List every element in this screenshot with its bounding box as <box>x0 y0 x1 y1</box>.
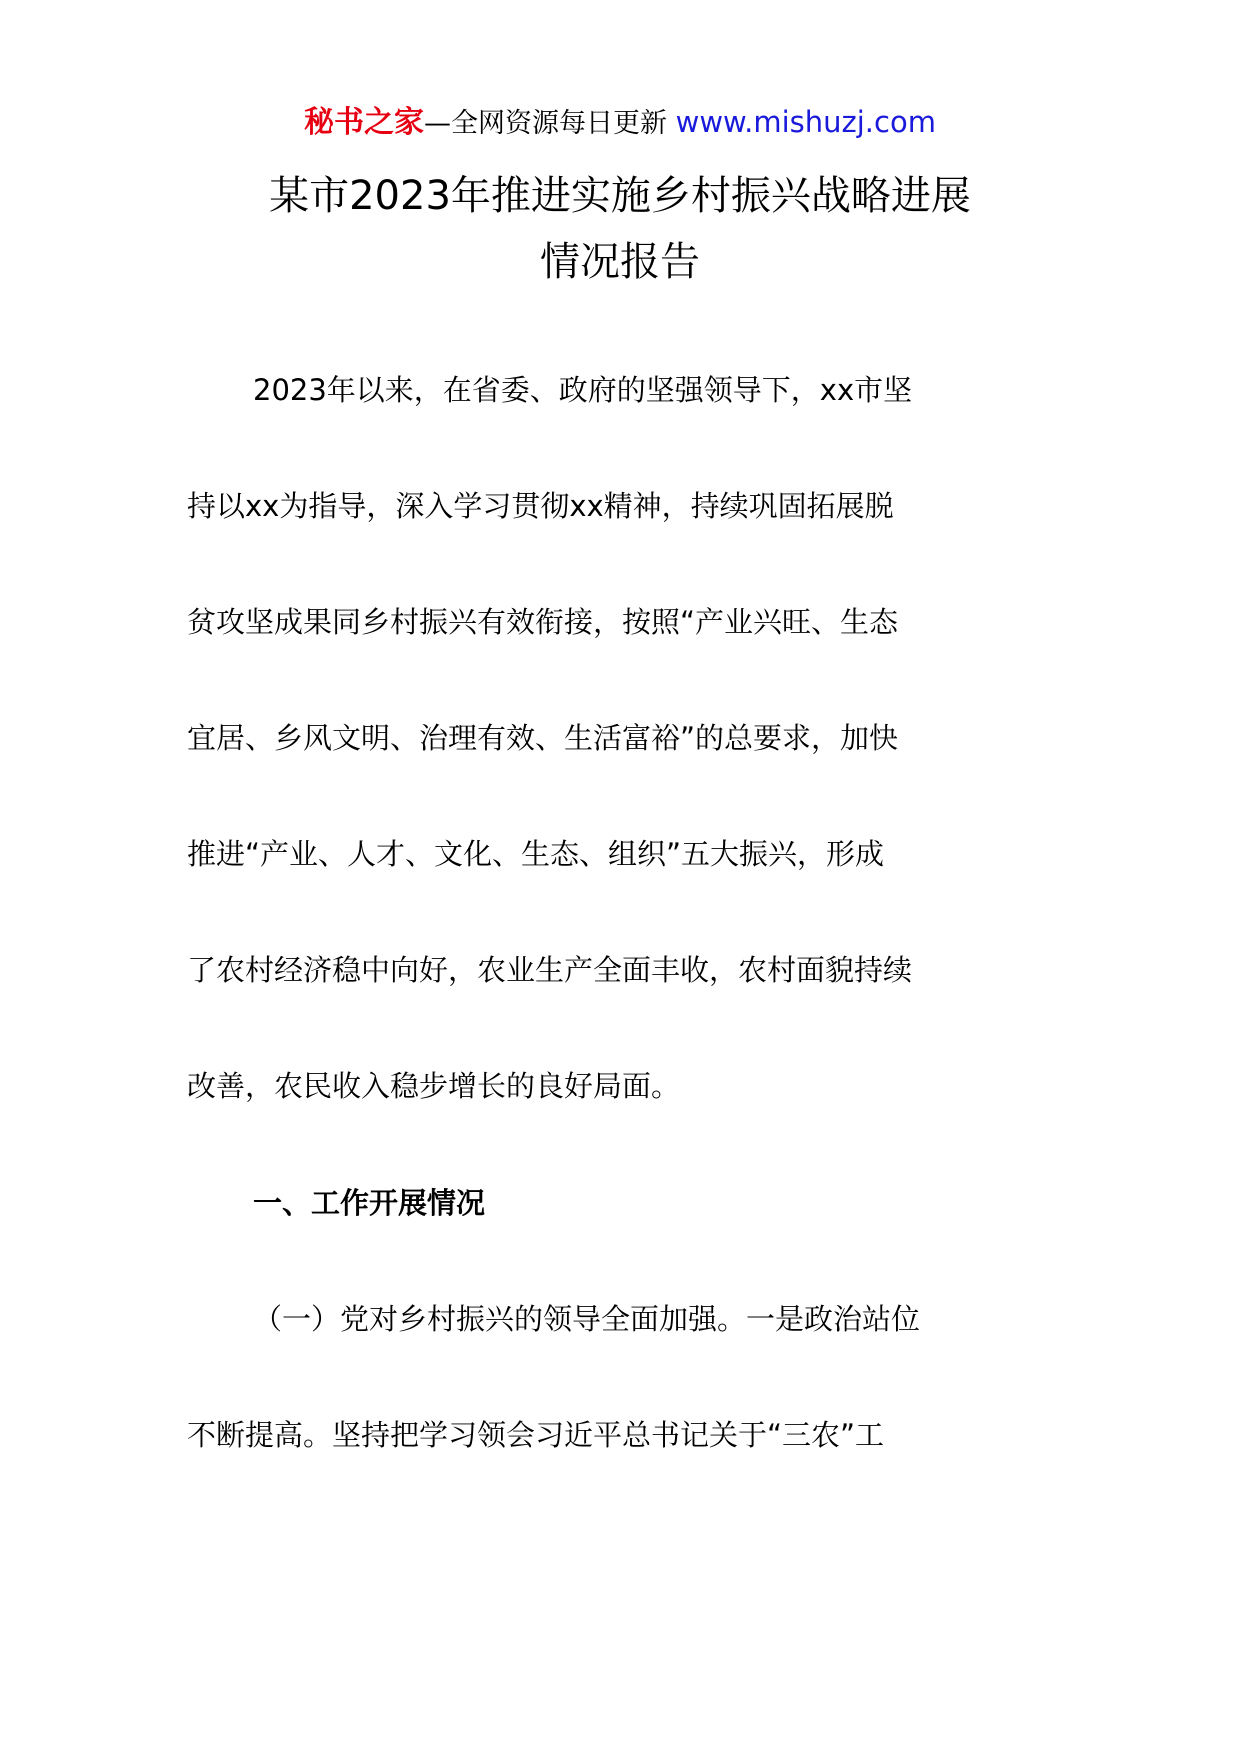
site-slogan: —全网资源每日更新 <box>424 108 668 139</box>
site-header <box>0 102 1240 144</box>
paragraph-line: 宜居、乡风文明、治理有效、生活富裕”的总要求，加快 <box>187 721 899 755</box>
title-line-2: 情况报告 <box>540 239 700 285</box>
paragraph-line: 推进“产业、人才、文化、生态、组织”五大振兴，形成 <box>187 837 885 871</box>
site-url-link[interactable]: www.mishuzj.com <box>675 105 936 139</box>
paragraph-line: 贫攻坚成果同乡村振兴有效衔接，按照“产业兴旺、生态 <box>187 605 899 639</box>
paragraph-line: 了农村经济稳中向好，农业生产全面丰收，农村面貌持续 <box>187 953 913 987</box>
paragraph-line: （一）党对乡村振兴的领导全面加强。一是政治站位 <box>253 1302 921 1336</box>
paragraph-line: 持以xx为指导，深入学习贯彻xx精神，持续巩固拓展脱 <box>187 489 894 523</box>
paragraph-line: 改善，农民收入稳步增长的良好局面。 <box>187 1069 681 1103</box>
section-heading: 一、工作开展情况 <box>253 1186 486 1220</box>
brand-name: 秘书之家 <box>304 105 425 140</box>
paragraph-line: 2023年以来，在省委、政府的坚强领导下，xx市坚 <box>253 373 913 407</box>
document-title <box>0 163 1240 295</box>
paragraph-line: 不断提高。坚持把学习领会习近平总书记关于“三农”工 <box>187 1418 885 1452</box>
title-line-1: 某市2023年推进实施乡村振兴战略进展 <box>269 173 971 219</box>
